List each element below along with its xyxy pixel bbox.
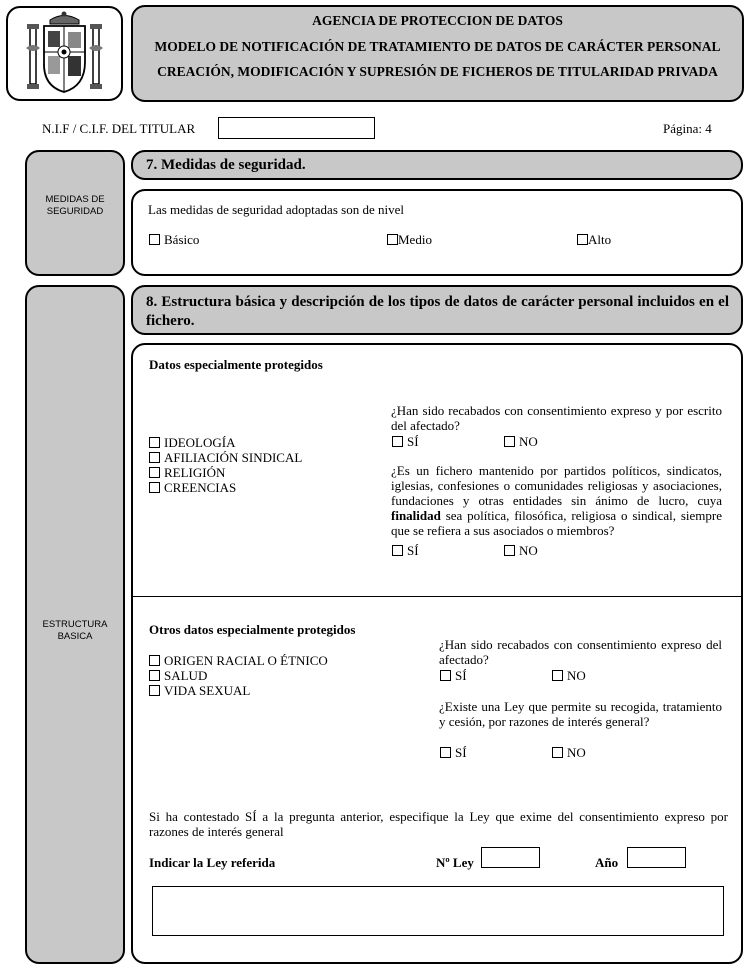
- security-title-bar: [131, 150, 743, 180]
- checkbox-otros-q1-no[interactable]: [552, 670, 563, 681]
- security-side-panel: [25, 150, 125, 276]
- otros-q2-no-label: NO: [567, 745, 586, 760]
- especial-q2-yes-label: SÍ: [407, 543, 419, 558]
- ley-note: Si ha contestado SÍ a la pregunta anterior, especifique la Ley que exime del consentimiento expreso por razones de interés general: [149, 809, 728, 839]
- checkbox-otros-q1-yes[interactable]: [440, 670, 451, 681]
- especial-items-list: [149, 435, 302, 495]
- level-basico-label: Básico: [164, 232, 200, 247]
- year-label: Año: [595, 855, 619, 870]
- num-ley-input[interactable]: [481, 847, 540, 868]
- item-ideologia[interactable]: [149, 435, 302, 450]
- especial-q2-yes[interactable]: [392, 543, 419, 559]
- item-afiliacion-sindical-label: AFILIACIÓN SINDICAL: [164, 450, 303, 465]
- structure-title: 8. Estructura básica y descripción de los tipos de datos de carácter personal incluidos en el fichero.: [146, 294, 729, 329]
- otros-heading: Otros datos especialmente protegidos: [149, 622, 356, 637]
- item-religion-label: RELIGIÓN: [164, 465, 226, 480]
- item-afiliacion-sindical[interactable]: [149, 450, 302, 465]
- checkbox-especial-q2-no[interactable]: [504, 545, 515, 556]
- otros-question-consent: ¿Han sido recabados con consentimiento expreso del afectado?: [439, 637, 722, 667]
- especial-question-entities: [391, 463, 722, 538]
- num-ley-label: Nº Ley: [436, 855, 474, 870]
- especial-q1-yes[interactable]: [392, 434, 419, 450]
- especial-q2-no-label: NO: [519, 543, 538, 558]
- checkbox-especial-q2-yes[interactable]: [392, 545, 403, 556]
- checkbox-otros-q2-no[interactable]: [552, 747, 563, 758]
- entities-question-part1: ¿Es un fichero mantenido por partidos políticos, sindicatos, iglesias, confesiones o comunidades religiosas y asociaciones, fundaciones y otras entidades sin ánimo de lucro, cuya: [391, 463, 722, 508]
- security-title: 7. Medidas de seguridad.: [146, 157, 306, 173]
- item-vida-sexual-label: VIDA SEXUAL: [164, 683, 251, 698]
- structure-side-label: ESTRUCTURA BASICA: [42, 619, 108, 642]
- entities-question-part2: sea política, filosófica, religiosa o sindical, siempre que se refiera a sus asociados o miembros?: [391, 508, 722, 538]
- logo-box: [6, 6, 123, 101]
- security-side-label: MEDIDAS DE SEGURIDAD: [45, 194, 105, 217]
- otros-q2-yes-label: SÍ: [455, 745, 467, 760]
- structure-body: [131, 343, 743, 964]
- especial-heading: Datos especialmente protegidos: [149, 357, 323, 372]
- security-intro: Las medidas de seguridad adoptadas son de nivel: [148, 202, 404, 217]
- item-vida-sexual[interactable]: [149, 683, 328, 698]
- checkbox-otros-q2-yes[interactable]: [440, 747, 451, 758]
- item-salud[interactable]: [149, 668, 328, 683]
- checkbox-basico[interactable]: [149, 234, 160, 245]
- checkbox-origen-racial[interactable]: [149, 655, 160, 666]
- level-alto-label: Alto: [588, 232, 612, 247]
- level-medio-label: Medio: [398, 232, 432, 247]
- checkbox-creencias[interactable]: [149, 482, 160, 493]
- item-religion[interactable]: [149, 465, 302, 480]
- otros-q1-no-label: NO: [567, 668, 586, 683]
- level-basico-option[interactable]: [149, 232, 199, 248]
- agency-title: AGENCIA DE PROTECCION DE DATOS: [312, 13, 563, 28]
- otros-q1-yes[interactable]: [440, 668, 467, 684]
- checkbox-ideologia[interactable]: [149, 437, 160, 448]
- form-subtitle: CREACIÓN, MODIFICACIÓN Y SUPRESIÓN DE FICHEROS DE TITULARIDAD PRIVADA: [157, 64, 718, 79]
- item-creencias[interactable]: [149, 480, 302, 495]
- nif-label: N.I.F / C.I.F. DEL TITULAR: [42, 121, 196, 136]
- checkbox-religion[interactable]: [149, 467, 160, 478]
- otros-q2-yes[interactable]: [440, 745, 467, 761]
- checkbox-medio[interactable]: [387, 234, 398, 245]
- checkbox-salud[interactable]: [149, 670, 160, 681]
- otros-q1-yes-label: SÍ: [455, 668, 467, 683]
- level-alto-option[interactable]: [577, 232, 611, 248]
- item-ideologia-label: IDEOLOGÍA: [164, 435, 236, 450]
- structure-title-bar: [131, 285, 743, 335]
- item-origen-racial[interactable]: [149, 653, 328, 668]
- section-divider: [133, 596, 741, 597]
- item-creencias-label: CREENCIAS: [164, 480, 237, 495]
- level-medio-option[interactable]: [387, 232, 432, 248]
- page-number: Página: 4: [663, 121, 712, 136]
- especial-q1-no-label: NO: [519, 434, 538, 449]
- especial-q2-no[interactable]: [504, 543, 538, 559]
- checkbox-especial-q1-no[interactable]: [504, 436, 515, 447]
- ley-description-input[interactable]: [152, 886, 724, 936]
- structure-side-panel: [25, 285, 125, 964]
- otros-question-law: ¿Existe una Ley que permite su recogida, tratamiento y cesión, por razones de interés general?: [439, 699, 722, 729]
- security-body: [131, 189, 743, 276]
- item-salud-label: SALUD: [164, 668, 208, 683]
- checkbox-vida-sexual[interactable]: [149, 685, 160, 696]
- otros-q1-no[interactable]: [552, 668, 586, 684]
- ley-label: Indicar la Ley referida: [149, 855, 276, 870]
- otros-q2-no[interactable]: [552, 745, 586, 761]
- year-input[interactable]: [627, 847, 686, 868]
- checkbox-alto[interactable]: [577, 234, 588, 245]
- especial-q1-no[interactable]: [504, 434, 538, 450]
- especial-question-consent: ¿Han sido recabados con consentimiento expreso y por escrito del afectado?: [391, 403, 722, 433]
- item-origen-racial-label: ORIGEN RACIAL O ÉTNICO: [164, 653, 328, 668]
- checkbox-especial-q1-yes[interactable]: [392, 436, 403, 447]
- otros-items-list: [149, 653, 328, 698]
- form-header: [131, 5, 744, 102]
- entities-question-bold: finalidad: [391, 508, 441, 523]
- nif-input[interactable]: [218, 117, 375, 139]
- checkbox-afiliacion-sindical[interactable]: [149, 452, 160, 463]
- coat-of-arms-logo: [8, 8, 121, 99]
- form-title: MODELO DE NOTIFICACIÓN DE TRATAMIENTO DE DATOS DE CARÁCTER PERSONAL: [154, 39, 721, 54]
- especial-q1-yes-label: SÍ: [407, 434, 419, 449]
